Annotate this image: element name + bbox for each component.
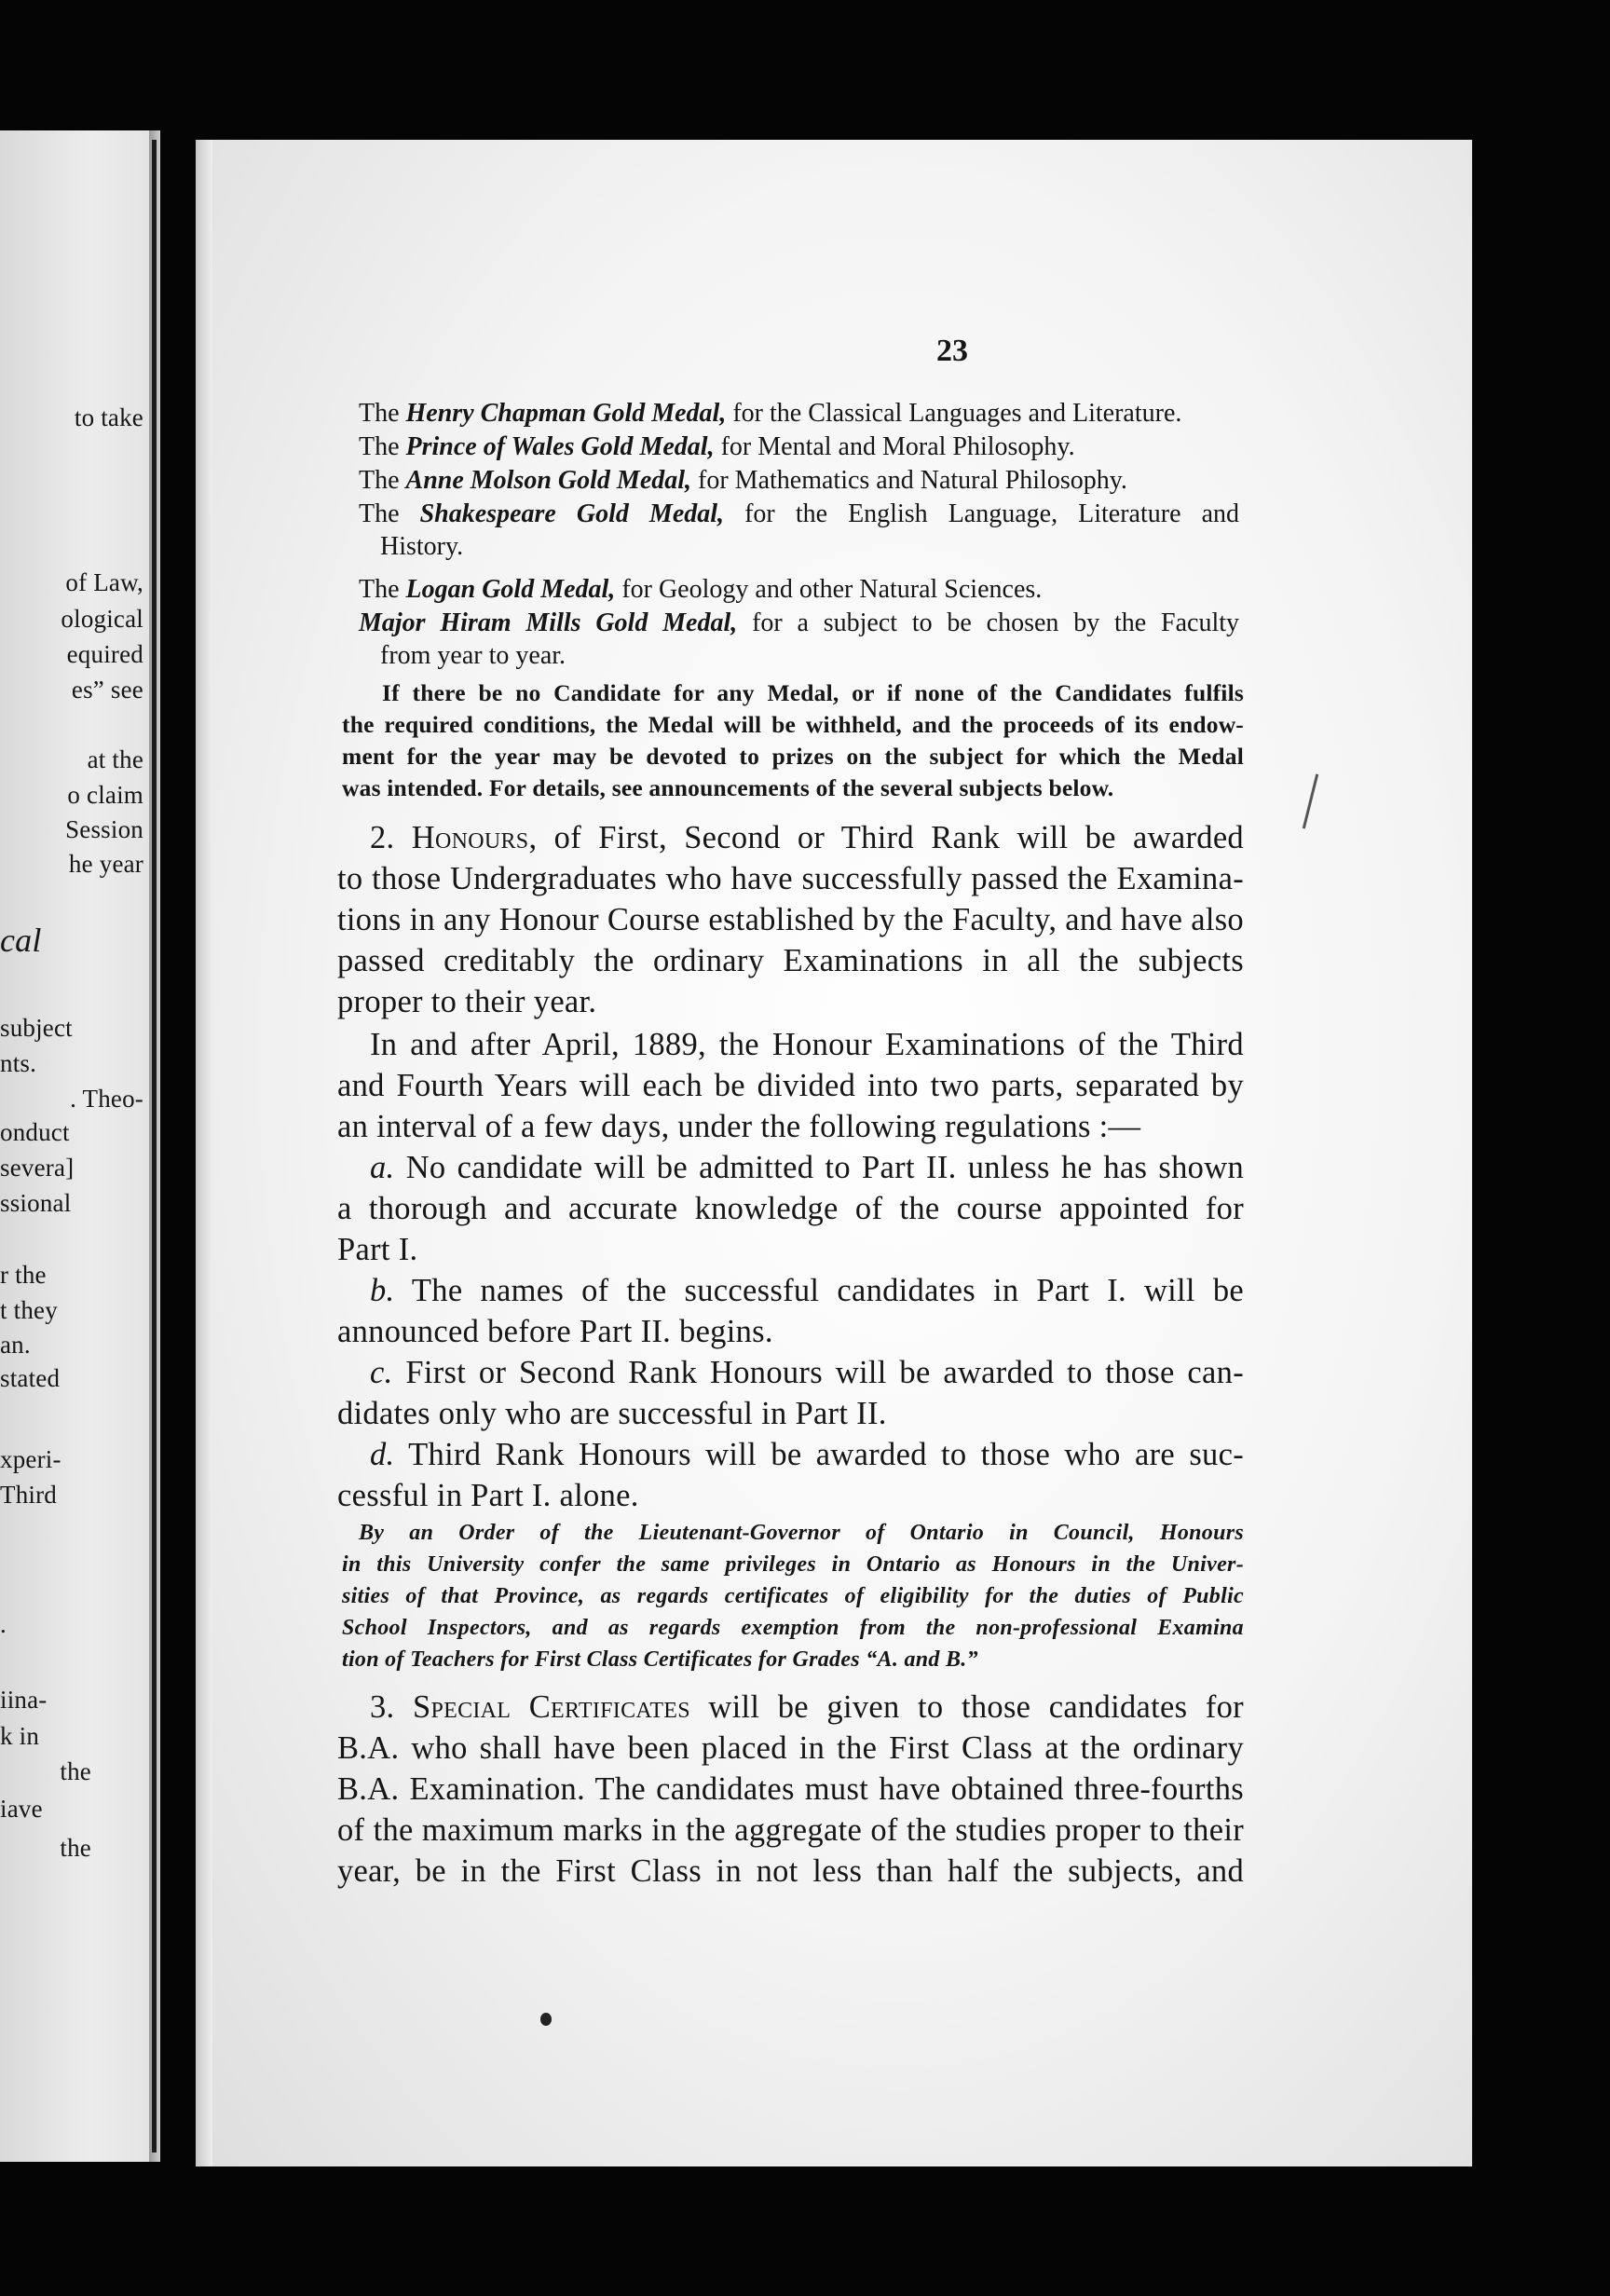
book-spine: [152, 140, 157, 2152]
medal-line: [359, 431, 1075, 463]
regulation-line: Part I.: [337, 1232, 418, 1267]
paragraph-line: year, be in the First Class in not less than half the subjects, and: [337, 1853, 1244, 1889]
medal-line: [380, 640, 566, 672]
regulation-line: a thorough and accurate knowledge of the course appointed for: [337, 1191, 1244, 1226]
section-number: 2.: [370, 820, 395, 855]
fragment-text: Third: [0, 1481, 57, 1509]
note-line: tion of Teachers for First Class Certificates for Grades “A. and B.”: [342, 1647, 978, 1672]
medal-prefix: The: [359, 399, 400, 428]
medal-name: Prince of Wales Gold Medal,: [405, 432, 715, 461]
fragment-text: stated: [0, 1364, 61, 1392]
regulation-text: First or Second Rank Honours will be awarded to those can-: [405, 1355, 1244, 1390]
fragment-text: Session: [65, 815, 143, 843]
paragraph-line: proper to their year.: [337, 984, 597, 1019]
medal-line: [380, 531, 463, 563]
fragment-text: the: [60, 1834, 91, 1862]
fragment-text: of Law,: [65, 568, 143, 596]
medal-description: from year to year.: [380, 641, 566, 670]
paragraph-line: an interval of a few days, under the following regulations :—: [337, 1109, 1141, 1144]
regulation-line: announced before Part II. begins.: [337, 1314, 773, 1349]
fragment-text: onduct: [0, 1118, 70, 1146]
medal-description: for Mathematics and Natural Philosophy.: [698, 466, 1127, 495]
fragment-text: .: [0, 1610, 7, 1638]
note-line: sities of that Province, as regards certificates of eligibility for the duties of Public: [342, 1584, 1244, 1608]
fragment-text: severa]: [0, 1154, 75, 1182]
medal-description: History.: [380, 532, 464, 561]
fragment-text: k in: [0, 1722, 40, 1750]
ink-speck: [540, 2013, 552, 2026]
medal-description: for the English Language, Literature and: [744, 499, 1240, 528]
regulation-line: didates only who are successful in Part II.: [337, 1396, 887, 1431]
regulation-line: [370, 1147, 1244, 1188]
paragraph-line: passed creditably the ordinary Examinations in all the subjects: [337, 943, 1244, 978]
medal-name: Major Hiram Mills Gold Medal,: [359, 608, 738, 637]
medal-description: for Geology and other Natural Sciences.: [621, 575, 1043, 604]
fragment-text: es” see: [71, 676, 143, 704]
fragment-text: to take: [74, 403, 143, 431]
regulation-letter: a.: [370, 1150, 395, 1185]
main-page: [196, 140, 1472, 2166]
facing-page-fragment: [0, 130, 149, 2162]
medal-line: [359, 499, 1239, 530]
fragment-text: r the: [0, 1261, 47, 1289]
fragment-text: iave: [0, 1795, 43, 1823]
medal-line: [359, 465, 1127, 497]
fragment-text: ological: [61, 605, 143, 633]
regulation-letter: c.: [370, 1355, 393, 1390]
paragraph-line: B.A. Examination. The candidates must have obtained three-fourths: [337, 1771, 1244, 1807]
medal-prefix: The: [359, 466, 400, 495]
paragraph-line: ment for the year may be devoted to prizes on the subject for which the Medal: [342, 743, 1244, 770]
paragraph-line: to those Undergraduates who have successfully passed the Examina-: [337, 861, 1244, 896]
fragment-text: o claim: [67, 781, 143, 809]
regulation-line: [370, 1270, 1244, 1311]
page-number: 23: [936, 334, 968, 368]
regulation-text: Third Rank Honours will be awarded to those who are suc-: [408, 1437, 1244, 1472]
stray-mark: [1303, 774, 1318, 829]
medal-name: Logan Gold Medal,: [405, 575, 616, 604]
paragraph-line: and Fourth Years will each be divided into two parts, separated by: [337, 1068, 1244, 1103]
fragment-text: ssional: [0, 1189, 72, 1217]
section-heading: Special Certificates: [412, 1689, 690, 1725]
note-line: By an Order of the Lieutenant-Governor of Ontario in Council, Honours: [359, 1521, 1244, 1545]
paragraph-text: will be given to those candidates for: [708, 1689, 1244, 1725]
fragment-text: xperi-: [0, 1445, 61, 1473]
fragment-text: he year: [68, 850, 143, 878]
fragment-text: at the: [87, 745, 143, 773]
regulation-text: No candidate will be admitted to Part II. unless he has shown: [405, 1150, 1244, 1185]
fragment-text: subject: [0, 1014, 73, 1042]
paragraph-line: tions in any Honour Course established by the Faculty, and have also: [337, 902, 1244, 937]
paragraph-line: [370, 1687, 1244, 1728]
fragment-text: equired: [66, 640, 143, 668]
regulation-line: cessful in Part I. alone.: [337, 1478, 639, 1513]
paragraph-line: the required conditions, the Medal will be withheld, and the proceeds of its endow-: [342, 711, 1244, 738]
regulation-letter: d.: [370, 1437, 395, 1472]
medal-line: [359, 574, 1042, 606]
fragment-text: nts.: [0, 1049, 37, 1077]
medal-name: Shakespeare Gold Medal,: [419, 499, 725, 528]
regulation-line: [370, 1352, 1244, 1393]
paragraph-line: [370, 817, 1244, 858]
regulation-line: [370, 1434, 1244, 1475]
note-line: School Inspectors, and as regards exemption from the non-professional Examina: [342, 1616, 1244, 1640]
section-heading: Honours,: [411, 820, 538, 855]
fragment-text: . Theo-: [70, 1085, 143, 1113]
paragraph-line: In and after April, 1889, the Honour Examinations of the Third: [370, 1027, 1244, 1062]
fragment-text: an.: [0, 1331, 31, 1359]
fragment-text: iina-: [0, 1686, 48, 1714]
medal-name: Anne Molson Gold Medal,: [405, 466, 692, 495]
section-number: 3.: [370, 1689, 395, 1725]
medal-name: Henry Chapman Gold Medal,: [405, 399, 727, 428]
regulation-text: The names of the successful candidates in Part I. will be: [411, 1273, 1244, 1308]
medal-line: [359, 398, 1181, 430]
medal-line: [359, 608, 1239, 639]
paragraph-line: was intended. For details, see announcements of the several subjects below.: [342, 774, 1114, 801]
fragment-text: the: [60, 1757, 91, 1785]
paragraph-line: If there be no Candidate for any Medal, or if none of the Candidates fulfils: [382, 679, 1244, 706]
medal-description: for the Classical Languages and Literature.: [732, 399, 1182, 428]
regulation-letter: b.: [370, 1273, 395, 1308]
medal-description: for a subject to be chosen by the Faculty: [752, 608, 1240, 637]
medal-prefix: The: [359, 575, 400, 604]
paragraph-line: B.A. who shall have been placed in the First Class at the ordinary: [337, 1730, 1244, 1766]
paragraph-line: of the maximum marks in the aggregate of the studies proper to their: [337, 1812, 1244, 1848]
fragment-text: t they: [0, 1296, 58, 1324]
fragment-heading: cal: [0, 922, 42, 959]
medal-prefix: The: [359, 499, 400, 528]
note-line: in this University confer the same privileges in Ontario as Honours in the Univer-: [342, 1552, 1244, 1577]
medal-prefix: The: [359, 432, 400, 461]
medal-description: for Mental and Moral Philosophy.: [720, 432, 1075, 461]
paragraph-text: of First, Second or Third Rank will be awarded: [553, 820, 1244, 855]
page-edge-shadow: [196, 140, 212, 2166]
